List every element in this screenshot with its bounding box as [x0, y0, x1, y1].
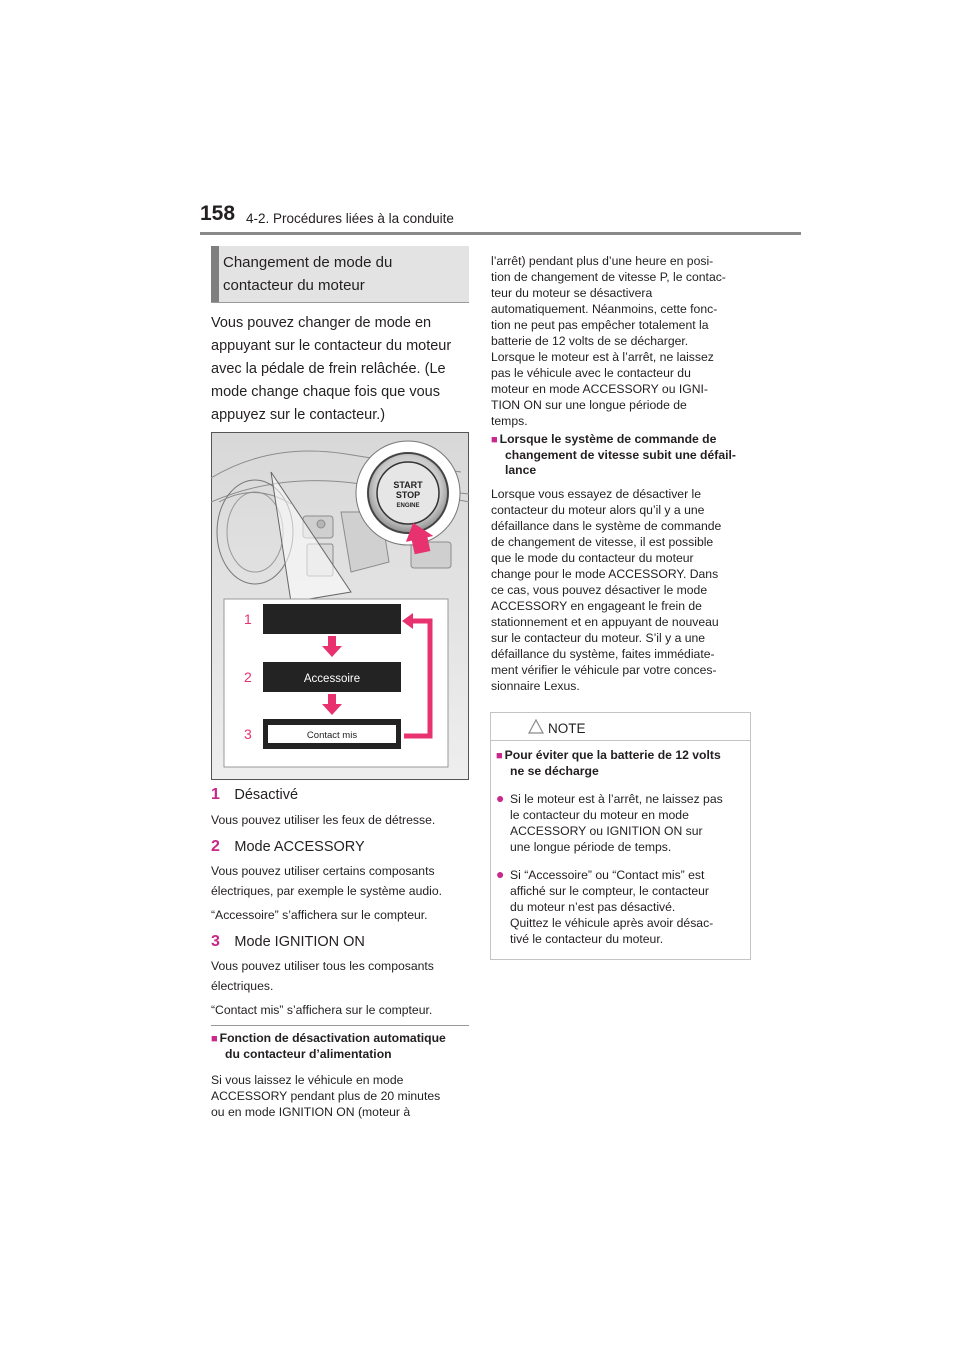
item-description: Vous pouvez utiliser tous les composants — [211, 959, 434, 973]
paragraph-line: de changement de vitesse, il est possible — [491, 535, 714, 549]
button-label-start: START — [393, 480, 423, 490]
paragraph-line: ACCESSORY pendant plus de 20 minutes — [211, 1089, 441, 1103]
paragraph-line: Si vous laissez le véhicule en mode — [211, 1073, 404, 1087]
item-description: électriques, par exemple le système audio. — [211, 884, 443, 898]
section-title: 4-2. Procédures liées à la conduite — [246, 211, 454, 226]
paragraph-line: tion de changement de vitesse P, le contac- — [491, 270, 726, 284]
note-line: affiché sur le compteur, le contacteur — [510, 884, 709, 898]
continuation-paragraph — [491, 253, 753, 429]
item-title: Mode ACCESSORY — [234, 839, 365, 855]
failure-section — [491, 432, 753, 694]
paragraph-line: batterie de 12 volts de se décharger. — [491, 334, 689, 348]
note-content — [496, 748, 746, 947]
note-line: Si le moteur est à l’arrêt, ne laissez pas — [510, 792, 723, 806]
bullet-dot-icon: ● — [496, 866, 505, 882]
subsection-title: ■ Fonction de désactivation automatique — [211, 1031, 446, 1045]
warning-triangle-icon — [528, 719, 544, 734]
item-description: Vous pouvez utiliser certains composants — [211, 864, 435, 878]
display-label: Accessoire — [303, 673, 361, 685]
paragraph-line: TION ON sur une longue période de — [491, 398, 687, 412]
note-bullet — [496, 867, 746, 947]
square-bullet-icon: ■ — [496, 750, 503, 762]
display-1 — [244, 604, 401, 634]
list-item — [211, 931, 473, 953]
heading-bar — [211, 246, 219, 302]
item-description: électriques. — [211, 979, 274, 993]
intro-line: mode change chaque fois que vous — [211, 384, 440, 400]
paragraph-line: Lorsque vous essayez de désactiver le — [491, 487, 702, 501]
start-stop-button — [356, 441, 460, 545]
paragraph-line: change pour le mode ACCESSORY. Dans — [491, 567, 719, 581]
paragraph-line: ou en mode IGNITION ON (moteur à — [211, 1105, 411, 1119]
paragraph-line: stationnement et en appuyant de nouveau — [491, 615, 719, 629]
paragraph-line: tion ne peut pas empêcher totalement la — [491, 318, 709, 332]
intro-line: Vous pouvez changer de mode en — [211, 315, 432, 331]
item-number: 2 — [211, 838, 220, 855]
paragraph-line: pas le véhicule avec le contacteur du — [491, 366, 691, 380]
auto-off-section — [211, 1031, 473, 1120]
display-2 — [244, 662, 401, 692]
section-heading: Changement de mode du contacteur du moteur — [223, 254, 393, 294]
intro-line: appuyez sur le contacteur.) — [211, 407, 386, 423]
mode-list — [211, 784, 473, 1020]
display-number: 3 — [244, 726, 252, 742]
item-title: Mode IGNITION ON — [234, 934, 365, 950]
item-description: “Contact mis” s’affichera sur le compteur. — [211, 1003, 433, 1017]
paragraph-line: que le mode du contacteur du moteur — [491, 551, 694, 565]
paragraph-line: l’arrêt) pendant plus d’une heure en posi- — [491, 254, 714, 268]
paragraph-line: ce cas, vous pouvez désactiver le mode — [491, 583, 708, 597]
button-label-stop: STOP — [395, 490, 421, 500]
note-title: NOTE — [548, 721, 586, 736]
paragraph-line: temps. — [491, 414, 528, 428]
paragraph-line: défaillance dans le système de commande — [491, 519, 722, 533]
square-bullet-icon: ■ — [491, 434, 498, 446]
display-number: 2 — [244, 669, 252, 685]
list-item — [211, 836, 473, 858]
list-item — [211, 784, 473, 806]
note-line: tivé le contacteur du moteur. — [510, 932, 664, 946]
item-number: 3 — [211, 933, 220, 950]
note-line: une longue période de temps. — [510, 840, 672, 854]
paragraph-line: ment vérifier le véhicule par votre conces- — [491, 663, 717, 677]
note-line: Si “Accessoire” ou “Contact mis” est — [510, 868, 705, 882]
paragraph-line: sionnaire Lexus. — [491, 679, 580, 693]
note-line: ACCESSORY ou IGNITION ON sur — [510, 824, 703, 838]
bullet-dot-icon: ● — [496, 790, 505, 806]
section-divider — [211, 1025, 469, 1026]
item-description: Vous pouvez utiliser les feux de détresse. — [211, 813, 436, 827]
page-number: 158 — [200, 202, 236, 225]
paragraph-line: ACCESSORY en engageant le frein de — [491, 599, 702, 613]
subsection-title: lance — [505, 463, 537, 477]
note-subtitle: ■ Pour éviter que la batterie de 12 volts — [496, 748, 721, 762]
intro-line: appuyant sur le contacteur du moteur — [211, 338, 452, 354]
paragraph-line: Lorsque le moteur est à l’arrêt, ne laissez — [491, 350, 714, 364]
note-line: Quittez le véhicule après avoir désac- — [510, 916, 714, 930]
engine-switch-illustration — [211, 432, 469, 780]
display-label: Contact mis — [306, 730, 358, 741]
note-box — [490, 712, 751, 960]
note-divider — [491, 740, 750, 741]
intro-line: avec la pédale de frein relâchée. (Le — [211, 361, 446, 377]
display-number: 1 — [244, 611, 252, 627]
button-label-engine: ENGINE — [396, 503, 420, 509]
item-number: 1 — [211, 786, 220, 803]
item-title: Désactivé — [234, 787, 299, 803]
note-line: le contacteur du moteur en mode — [510, 808, 689, 822]
section-heading-box — [211, 246, 469, 303]
square-bullet-icon: ■ — [211, 1033, 218, 1045]
display-3 — [244, 719, 401, 749]
paragraph-line: automatiquement. Néanmoins, cette fonc- — [491, 302, 718, 316]
display-screen-off — [263, 604, 401, 634]
paragraph-line: teur du moteur se désactivera — [491, 286, 653, 300]
paragraph-line: sur le contacteur du moteur. S’il y a une — [491, 631, 706, 645]
subsection-title: du contacteur d’alimentation — [225, 1047, 392, 1061]
paragraph-line: moteur en mode ACCESSORY ou IGNI- — [491, 382, 708, 396]
header-rule — [200, 232, 801, 235]
paragraph-line: défaillance du système, faites immédiate- — [491, 647, 715, 661]
item-description: “Accessoire” s’affichera sur le compteur. — [211, 908, 428, 922]
note-bullet — [496, 791, 746, 855]
note-subtitle: ne se décharge — [510, 764, 599, 778]
paragraph-line: contacteur du moteur alors qu’il y a une — [491, 503, 705, 517]
subsection-title: changement de vitesse subit une défail- — [505, 448, 736, 462]
subsection-title: ■ Lorsque le système de commande de — [491, 432, 717, 446]
intro-paragraph — [211, 312, 473, 427]
note-line: du moteur n’est pas désactivé. — [510, 900, 676, 914]
